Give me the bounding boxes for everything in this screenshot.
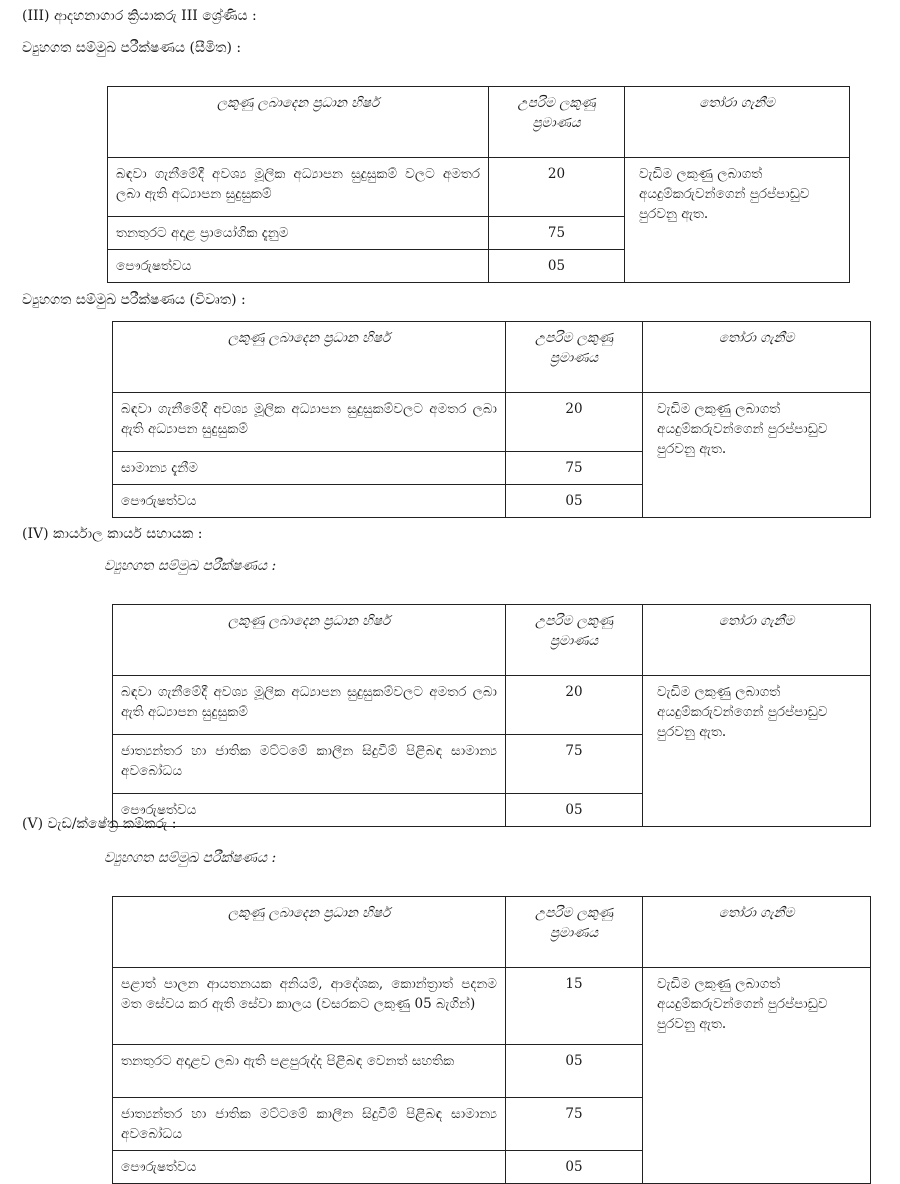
header-selection: තෝරා ගැනීම (625, 87, 850, 158)
marks-cell: 05 (506, 1151, 643, 1184)
marks-cell: 05 (506, 1045, 643, 1098)
table-row (113, 676, 871, 735)
table-iv (112, 604, 871, 827)
marks-cell: 20 (506, 393, 643, 452)
marks-cell: 20 (506, 676, 643, 735)
criterion-cell: ජාත්‍යන්තර හා ජාතික මට්ටමේ කාලීන සිදුවීම් පිළිබඳ සාමාන්‍ය අවබෝධය (113, 1098, 506, 1151)
header-max-marks: උපරිම ලකුණු ප්‍රමාණය (506, 322, 643, 393)
criterion-cell: පෞරුෂත්වය (113, 485, 506, 518)
criterion-cell: තනතුරට අදාළ ප්‍රායෝගික දැනුම (108, 217, 489, 250)
header-criterion: ලකුණු ලබාදෙන ප්‍රධාන හිර්ෂ (113, 897, 506, 968)
section-v-title: (V) වැඩ/ක්ෂේත්‍ර කම්කරු : (22, 816, 177, 832)
criterion-cell: බඳවා ගැනීමේදී අවශ්‍ය මූලික අධ්‍යාපන සුදුසුකම්වලට අමතර ලබා ඇති අධ්‍යාපන සුදුසුකම් (113, 676, 506, 735)
table-iii-limited (107, 86, 850, 283)
marks-cell: 75 (489, 217, 625, 250)
criterion-cell: බඳවා ගැනීමේදී අවශ්‍ය මූලික අධ්‍යාපන සුදුසුකම්වලට අමතර ලබා ඇති අධ්‍යාපන සුදුසුකම් (113, 393, 506, 452)
header-selection: තෝරා ගැනීම (643, 897, 871, 968)
section-iii-open-subtitle: ව්‍යුහගත සම්මුඛ පරීක්ෂණය (විවෘත) : (22, 292, 246, 308)
marks-cell: 05 (506, 794, 643, 827)
header-criterion: ලකුණු ලබාදෙන ප්‍රධාන හිර්ෂ (108, 87, 489, 158)
marks-cell: 05 (506, 485, 643, 518)
selection-note-cell: වැඩිම ලකුණු ලබාගත් අයදුම්කරුවන්ගෙන් පුරප්පාඩුව පුරවනු ඇත. (643, 676, 871, 827)
table-header-row (113, 897, 871, 968)
header-selection: තෝරා ගැනීම (643, 605, 871, 676)
header-criterion: ලකුණු ලබාදෙන ප්‍රධාන හිර්ෂ (113, 322, 506, 393)
section-iv-subtitle: ව්‍යුහගත සම්මුඛ පරීක්ෂණය : (104, 558, 277, 574)
criterion-cell: බඳවා ගැනීමේදී අවශ්‍ය මූලික අධ්‍යාපන සුදුසුකම් වලට අමතර ලබා ඇති අධ්‍යාපන සුදුසුකම් (108, 158, 489, 217)
table-row (113, 968, 871, 1045)
table-header-row (108, 87, 850, 158)
criterion-cell: සාමාන්‍ය දැනීම (113, 452, 506, 485)
table-iii-open (112, 321, 871, 518)
section-iv-title: (IV) කාර්යාල කාර්ය සහායක : (22, 526, 203, 542)
header-max-marks: උපරිම ලකුණු ප්‍රමාණය (506, 897, 643, 968)
marks-cell: 20 (489, 158, 625, 217)
criterion-cell: තනතුරට අදාළව ලබා ඇති පළපුරුද්ද පිළිබඳ වෙනත් සහතික (113, 1045, 506, 1098)
header-selection: තෝරා ගැනීම (643, 322, 871, 393)
table-header-row (113, 605, 871, 676)
marks-cell: 75 (506, 735, 643, 794)
marks-cell: 75 (506, 1098, 643, 1151)
criterion-cell: පෞරුෂත්වය (108, 250, 489, 283)
selection-note-cell: වැඩිම ලකුණු ලබාගත් අයදුම්කරුවන්ගෙන් පුරප්පාඩුව පුරවනු ඇත. (643, 393, 871, 518)
section-iii-limited-subtitle: ව්‍යුහගත සම්මුඛ පරීක්ෂණය (සීමිත) : (22, 40, 242, 56)
table-row (113, 393, 871, 452)
header-criterion: ලකුණු ලබාදෙන ප්‍රධාන හිර්ෂ (113, 605, 506, 676)
table-header-row (113, 322, 871, 393)
selection-note-cell: වැඩිම ලකුණු ලබාගත් අයදුම්කරුවන්ගෙන් පුරප්පාඩුව පුරවනු ඇත. (643, 968, 871, 1184)
selection-note-cell: වැඩිම ලකුණු ලබාගත් අයදුම්කරුවන්ගෙන් පුරප්පාඩුව පුරවනු ඇත. (625, 158, 850, 283)
section-v-subtitle: ව්‍යුහගත සම්මුඛ පරීක්ෂණය : (104, 850, 277, 866)
criterion-cell: පෞරුෂත්වය (113, 1151, 506, 1184)
header-max-marks: උපරිම ලකුණු ප්‍රමාණය (506, 605, 643, 676)
marks-cell: 15 (506, 968, 643, 1045)
table-row (108, 158, 850, 217)
marks-cell: 75 (506, 452, 643, 485)
header-max-marks: උපරිම ලකුණු ප්‍රමාණය (489, 87, 625, 158)
section-iii-title: (III) ආදහනාගාර ක්‍රියාකරු III ශ්‍රේණිය : (22, 8, 257, 24)
criterion-cell: පෞරුෂත්වය (113, 794, 506, 827)
criterion-cell: ජාත්‍යන්තර හා ජාතික මට්ටමේ කාලීන සිදුවීම් පිළිබඳ සාමාන්‍ය අවබෝධය (113, 735, 506, 794)
criterion-cell: පළාත් පාලන ආයතනයක අනියම්, ආදේශක, කොන්ත්‍රාත් පදනම මත සේවය කර ඇති සේවා කාලය (වසරකට ලකුණු 05 බැගින්) (113, 968, 506, 1045)
table-v (112, 896, 871, 1184)
marks-cell: 05 (489, 250, 625, 283)
